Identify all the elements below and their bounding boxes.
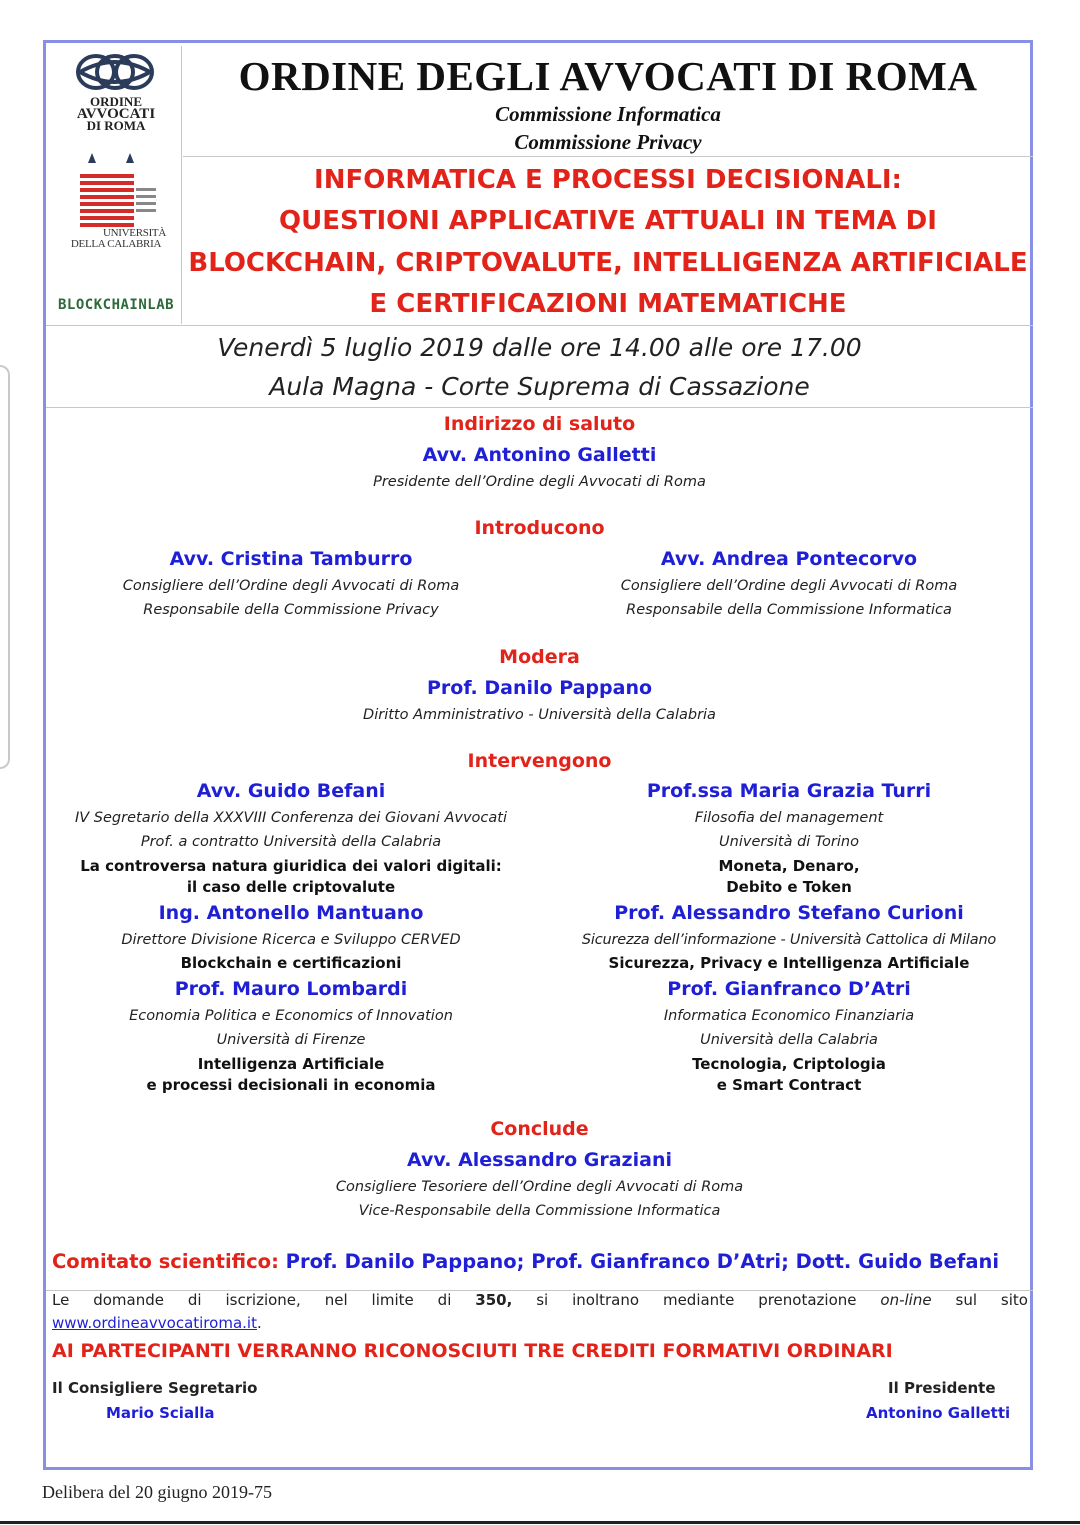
word: si (536, 1291, 549, 1309)
speaker-befani-role-1: IV Segretario della XXXVIII Conferenza dei Giovani Avvocati (75, 810, 507, 826)
website-link[interactable]: www.ordineavvocatiroma.it (52, 1314, 257, 1332)
unical-emblem-icon (80, 172, 160, 230)
signature-right-name: Antonino Galletti (866, 1404, 1011, 1422)
speaker-datri-topic-1: Tecnologia, Criptologia (692, 1055, 886, 1073)
speaker-curioni-topic: Sicurezza, Privacy e Intelligenza Artificiale (608, 954, 970, 972)
speaker-datri-role-2: Università della Calabria (700, 1032, 878, 1048)
word: domande (93, 1291, 164, 1309)
header-divider (183, 156, 1033, 157)
towers-icon (86, 148, 136, 167)
speaker-turri-topic-1: Moneta, Denaro, (718, 857, 860, 875)
word: mediante (662, 1291, 735, 1309)
speaker-curioni-name: Prof. Alessandro Stefano Curioni (614, 902, 964, 924)
speaker-lombardi-topic-2: e processi decisionali in economia (146, 1076, 436, 1094)
signature-right-title: Il Presidente (888, 1379, 996, 1397)
limit-value: 350, (475, 1291, 513, 1309)
introducono-left-role-1: Consigliere dell’Ordine degli Avvocati di Roma (122, 578, 460, 594)
event-date: Venerdì 5 luglio 2019 dalle ore 14.00 alle ore 17.00 (217, 333, 862, 362)
introducono-right-role-2: Responsabile della Commissione Informatica (626, 602, 952, 618)
section-modera-heading: Modera (499, 646, 580, 668)
signature-left-title: Il Consigliere Segretario (52, 1379, 258, 1397)
speaker-befani-name: Avv. Guido Befani (196, 780, 386, 802)
unical-logo-text: UNIVERSITÀ DELLA CALABRIA (70, 227, 166, 250)
speaker-befani-role-2: Prof. a contratto Università della Calabria (140, 834, 442, 850)
speaker-mantuano-name: Ing. Antonello Mantuano (158, 902, 424, 924)
speaker-befani-topic-2: il caso delle criptovalute (186, 878, 396, 896)
speaker-datri-name: Prof. Gianfranco D’Atri (667, 978, 911, 1000)
page-title: ORDINE DEGLI AVVOCATI DI ROMA (238, 53, 978, 99)
word: di (437, 1291, 452, 1309)
section-saluto-heading: Indirizzo di saluto (443, 413, 636, 435)
speaker-mantuano-role: Direttore Divisione Ricerca e Sviluppo CERVED (121, 932, 461, 948)
speaker-lombardi-topic-1: Intelligenza Artificiale (197, 1055, 385, 1073)
headline-line-4: E CERTIFICAZIONI MATEMATICHE (369, 289, 847, 319)
saluto-speaker-name: Avv. Antonino Galletti (422, 444, 657, 466)
conclude-name: Avv. Alessandro Graziani (406, 1149, 672, 1171)
word: Le (52, 1291, 70, 1309)
scroll-handle[interactable] (0, 365, 10, 769)
ordine-logo-text: ORDINE AVVOCATI DI ROMA (76, 94, 156, 133)
logo-divider (181, 46, 182, 324)
speaker-mantuano-topic: Blockchain e certificazioni (180, 954, 402, 972)
word: limite (371, 1291, 414, 1309)
bottom-edge (0, 1521, 1080, 1524)
crediti-notice: AI PARTECIPANTI VERRANNO RICONOSCIUTI TRE CREDITI FORMATIVI ORDINARI (52, 1340, 893, 1362)
commissione-informatica: Commissione Informatica (495, 102, 721, 126)
word: nel (324, 1291, 348, 1309)
iscrizione-link-line (52, 1314, 262, 1332)
speaker-turri-topic-2: Debito e Token (726, 878, 852, 896)
speaker-lombardi-name: Prof. Mauro Lombardi (174, 978, 408, 1000)
saluto-speaker-role: Presidente dell’Ordine degli Avvocati di Roma (373, 474, 706, 490)
unical-logo (80, 172, 160, 234)
speaker-curioni-role: Sicurezza dell’informazione - Università Cattolica di Milano (581, 932, 997, 948)
delibera-footer: Delibera del 20 giugno 2019-75 (42, 1482, 272, 1502)
introducono-right-name: Avv. Andrea Pontecorvo (660, 548, 918, 570)
speaker-datri-role-1: Informatica Economico Finanziaria (663, 1008, 915, 1024)
speaker-lombardi-role-1: Economia Politica e Economics of Innovation (129, 1008, 453, 1024)
introducono-left-name: Avv. Cristina Tamburro (169, 548, 413, 570)
blockchainlab-logo: BLOCKCHAINLAB (58, 297, 175, 313)
word: inoltrano (572, 1291, 640, 1309)
word: di (187, 1291, 202, 1309)
commissione-privacy: Commissione Privacy (514, 130, 702, 154)
introducono-left-role-2: Responsabile della Commissione Privacy (143, 602, 439, 618)
speaker-turri-role-2: Università di Torino (719, 834, 859, 850)
comitato-scientifico (52, 1250, 999, 1273)
signature-left-name: Mario Scialla (106, 1404, 215, 1422)
headline-line-3: BLOCKCHAIN, CRIPTOVALUTE, INTELLIGENZA ARTIFICIALE (188, 248, 1028, 278)
speaker-turri-name: Prof.ssa Maria Grazia Turri (646, 780, 932, 802)
word: sito (1000, 1291, 1028, 1309)
speaker-datri-topic-2: e Smart Contract (716, 1076, 862, 1094)
section-introducono-heading: Introducono (474, 517, 605, 539)
comitato-label: Comitato scientifico: (52, 1250, 279, 1273)
link-period: . (256, 1314, 262, 1332)
knot-emblem-icon (74, 48, 156, 96)
conclude-role-2: Vice-Responsabile della Commissione Informatica (358, 1203, 721, 1219)
word: iscrizione, (225, 1291, 301, 1309)
iscrizione-text (52, 1291, 1028, 1309)
word: on-line (880, 1291, 932, 1309)
ordine-avvocati-logo (74, 48, 156, 100)
modera-name: Prof. Danilo Pappano (426, 677, 653, 699)
word: sul (955, 1291, 977, 1309)
speaker-lombardi-role-2: Università di Firenze (216, 1032, 366, 1048)
date-divider (46, 407, 1033, 408)
headline-line-1: INFORMATICA E PROCESSI DECISIONALI: (314, 165, 902, 195)
comitato-members: Prof. Danilo Pappano; Prof. Gianfranco D’Atri; Dott. Guido Befani (285, 1250, 1000, 1273)
introducono-right-role-1: Consigliere dell’Ordine degli Avvocati di Roma (620, 578, 958, 594)
speaker-turri-role-1: Filosofia del management (694, 810, 884, 826)
speaker-befani-topic-1: La controversa natura giuridica dei valori digitali: (80, 857, 502, 875)
section-intervengono-heading: Intervengono (467, 750, 612, 772)
conclude-role-1: Consigliere Tesoriere dell’Ordine degli Avvocati di Roma (335, 1179, 744, 1195)
headline-line-2: QUESTIONI APPLICATIVE ATTUALI IN TEMA DI (279, 206, 937, 236)
word: prenotazione (758, 1291, 857, 1309)
event-venue: Aula Magna - Corte Suprema di Cassazione (269, 372, 810, 401)
modera-role: Diritto Amministrativo - Università della Calabria (363, 707, 716, 723)
headline-divider (46, 325, 1033, 326)
section-conclude-heading: Conclude (490, 1118, 589, 1140)
